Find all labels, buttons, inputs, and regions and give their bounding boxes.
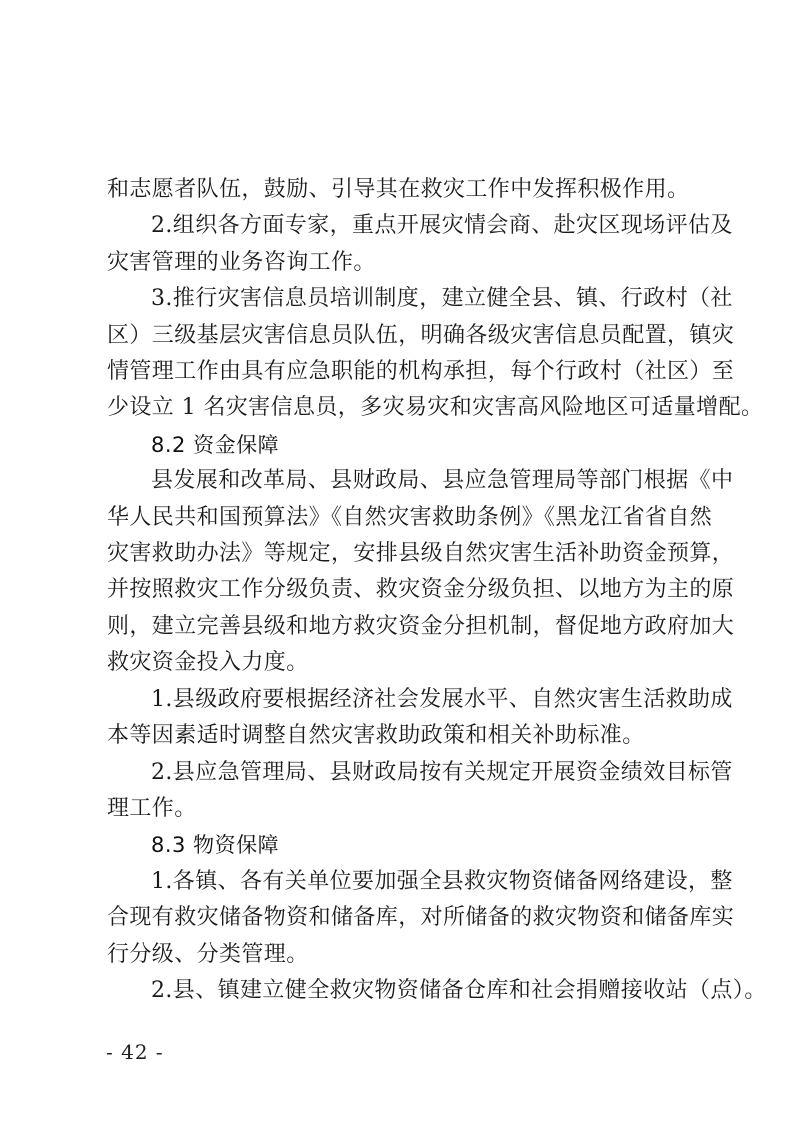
text-line: 和志愿者队伍，鼓励、引导其在救灾工作中发挥积极作用。	[107, 177, 690, 202]
section-heading: 8.3 物资保障	[151, 833, 280, 858]
text-line: 情管理工作由具有应急职能的机构承担，每个行政村（社区）至	[107, 359, 735, 385]
text-line: 2.组织各方面专家，重点开展灾情会商、赴灾区现场评估及	[151, 213, 733, 239]
text-line: 合现有救灾储备物资和储备库，对所储备的救灾物资和储备库实	[107, 905, 735, 931]
paragraph	[107, 973, 767, 1009]
paragraph	[107, 463, 735, 681]
text-line: 则，建立完善县级和地方救灾资金分担机制，督促地方政府加大	[107, 613, 735, 639]
text-line: 并按照救灾工作分级负责、救灾资金分级负担、以地方为主的原	[107, 577, 735, 603]
paragraph	[107, 682, 733, 755]
text-line: 华人民共和国预算法》《自然灾害救助条例》《黑龙江省省自然	[107, 504, 713, 530]
paragraph	[107, 864, 735, 973]
text-line: 救灾资金投入力度。	[107, 650, 309, 676]
text-line: 灾害管理的业务咨询工作。	[107, 249, 376, 275]
document-body	[107, 172, 767, 1009]
text-line: 灾害救助办法》等规定，安排县级自然灾害生活补助资金预算，	[107, 541, 735, 567]
paragraph	[107, 208, 733, 281]
text-line: 1.各镇、各有关单位要加强全县救灾物资储备网络建设，整	[151, 868, 733, 894]
page-number: - 42 -	[106, 1040, 164, 1064]
paragraph	[107, 172, 707, 208]
text-line: 县发展和改革局、县财政局、县应急管理局等部门根据《中	[151, 468, 734, 494]
text-line: 理工作。	[107, 795, 197, 821]
text-line: 本等因素适时调整自然灾害救助政策和相关补助标准。	[107, 723, 645, 749]
text-line: 行分级、分类管理。	[107, 941, 309, 967]
paragraph	[107, 281, 764, 427]
text-line: 1.县级政府要根据经济社会发展水平、自然灾害生活救助成	[151, 686, 733, 712]
text-line: 2.县应急管理局、县财政局按有关规定开展资金绩效目标管	[151, 759, 733, 785]
text-line: 区）三级基层灾害信息员队伍，明确各级灾害信息员配置，镇灾	[107, 322, 735, 348]
section-heading: 8.2 资金保障	[151, 432, 280, 457]
text-line: 3.推行灾害信息员培训制度，建立健全县、镇、行政村（社	[151, 286, 733, 312]
paragraph	[107, 755, 733, 828]
text-line: 少设立 1 名灾害信息员，多灾易灾和灾害高风险地区可适量增配。	[107, 395, 764, 421]
text-line: 2.县、镇建立健全救灾物资储备仓库和社会捐赠接收站（点）。	[151, 977, 767, 1003]
